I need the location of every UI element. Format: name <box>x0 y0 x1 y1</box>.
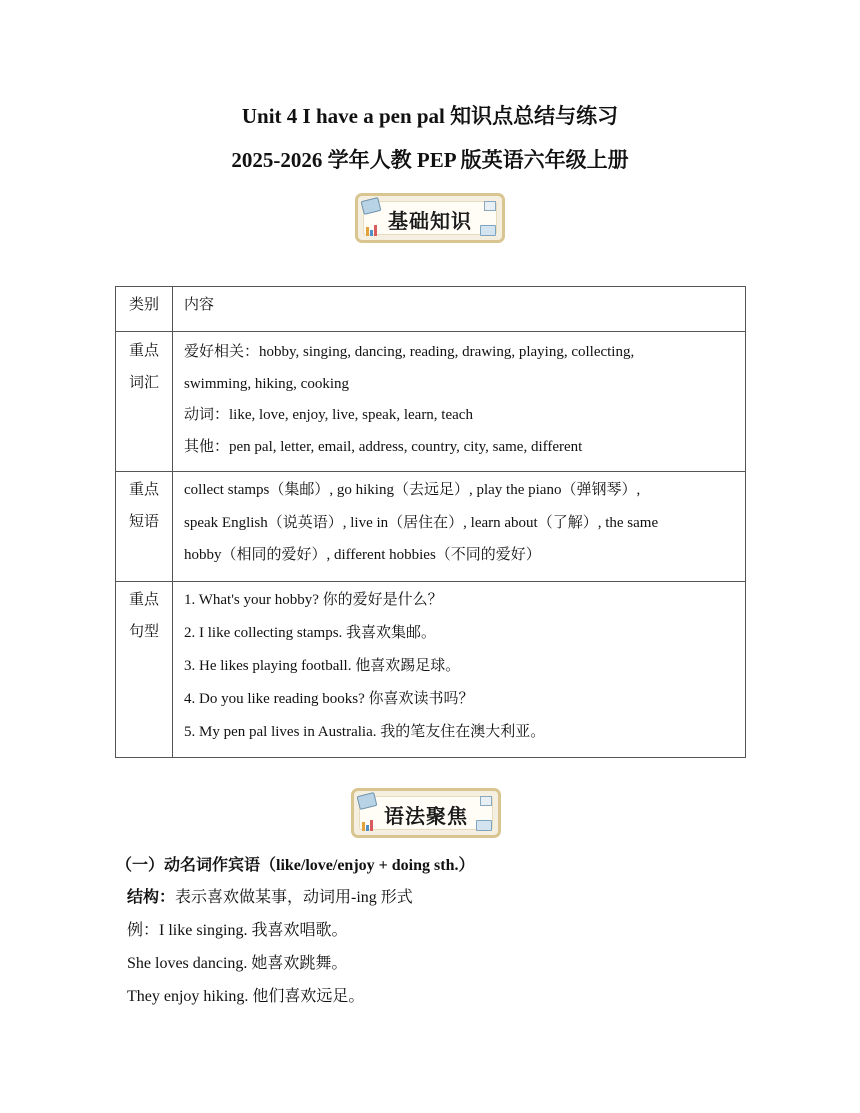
table-row-vocab <box>116 332 746 472</box>
document-title: Unit 4 I have a pen pal 知识点总结与练习 <box>241 104 619 128</box>
sentences-category-2: 句型 <box>128 624 159 640</box>
banner-grammar-label: 语法聚焦 <box>384 804 468 828</box>
grammar-structure <box>127 887 413 909</box>
table-row-phrases <box>116 472 746 582</box>
banner-basic-label: 基础知识 <box>388 209 472 233</box>
document-subtitle: 2025-2026 学年人教 PEP 版英语六年级上册 <box>231 148 629 172</box>
vocab-other-line <box>184 432 739 464</box>
vocab-category-2: 词汇 <box>128 375 159 391</box>
grammar-example-2: She loves dancing. 她喜欢跳舞。 <box>127 955 348 972</box>
sentence-item: 2. I like collecting stamps. 我喜欢集邮。 <box>184 625 437 641</box>
hobby-words-1: hobby, singing, dancing, reading, drawing, playing, collecting, <box>259 344 635 360</box>
table-header-row <box>116 287 746 332</box>
hobby-words-2: swimming, hiking, cooking <box>184 375 349 392</box>
vocab-category-1: 重点 <box>128 343 159 359</box>
banner-grammar-focus <box>351 788 501 838</box>
table-row-sentences <box>116 582 746 758</box>
sentence-item: 5. My pen pal lives in Australia. 我的笔友住在澳大利亚。 <box>184 724 546 740</box>
other-label: 其他： <box>184 438 230 455</box>
example-label: 例： <box>127 922 160 939</box>
sentence-item: 1. What's your hobby? 你的爱好是什么？ <box>184 592 443 608</box>
header-content: 内容 <box>184 297 215 313</box>
grammar-heading: （一）动名词作宾语（like/love/enjoy + doing sth.） <box>116 857 475 874</box>
verb-words: like, love, enjoy, live, speak, learn, teach <box>229 407 473 423</box>
grammar-example-1 <box>127 920 347 942</box>
phrases-category-2: 短语 <box>128 514 159 530</box>
phrases-line-1: collect stamps（集邮）, go hiking（去远足）, play the piano（弹钢琴）, <box>184 482 641 498</box>
knowledge-table <box>115 286 746 758</box>
header-category: 类别 <box>128 297 159 313</box>
hobby-label: 爱好相关： <box>184 344 260 360</box>
structure-label: 结构： <box>127 889 176 906</box>
phrases-line-2: speak English（说英语）, live in（居住在）, learn about（了解）, the same <box>184 514 659 531</box>
banner-basic-knowledge <box>355 193 505 243</box>
phrases-category-1: 重点 <box>128 482 159 498</box>
sentence-item: 3. He likes playing football. 他喜欢踢足球。 <box>184 658 461 674</box>
grammar-example-3: They enjoy hiking. 他们喜欢远足。 <box>127 988 365 1005</box>
sentences-category-1: 重点 <box>128 592 159 608</box>
verb-label: 动词： <box>184 407 230 423</box>
example-1-text: I like singing. 我喜欢唱歌。 <box>159 922 348 939</box>
structure-text: 表示喜欢做某事，动词用-ing 形式 <box>175 889 413 906</box>
phrases-line-3: hobby（相同的爱好）, different hobbies（不同的爱好） <box>184 547 541 563</box>
vocab-hobby-line <box>184 334 739 369</box>
vocab-verb-line <box>184 400 739 432</box>
other-words: pen pal, letter, email, address, country, city, same, different <box>229 438 583 455</box>
sentence-item: 4. Do you like reading books? 你喜欢读书吗？ <box>184 691 474 707</box>
